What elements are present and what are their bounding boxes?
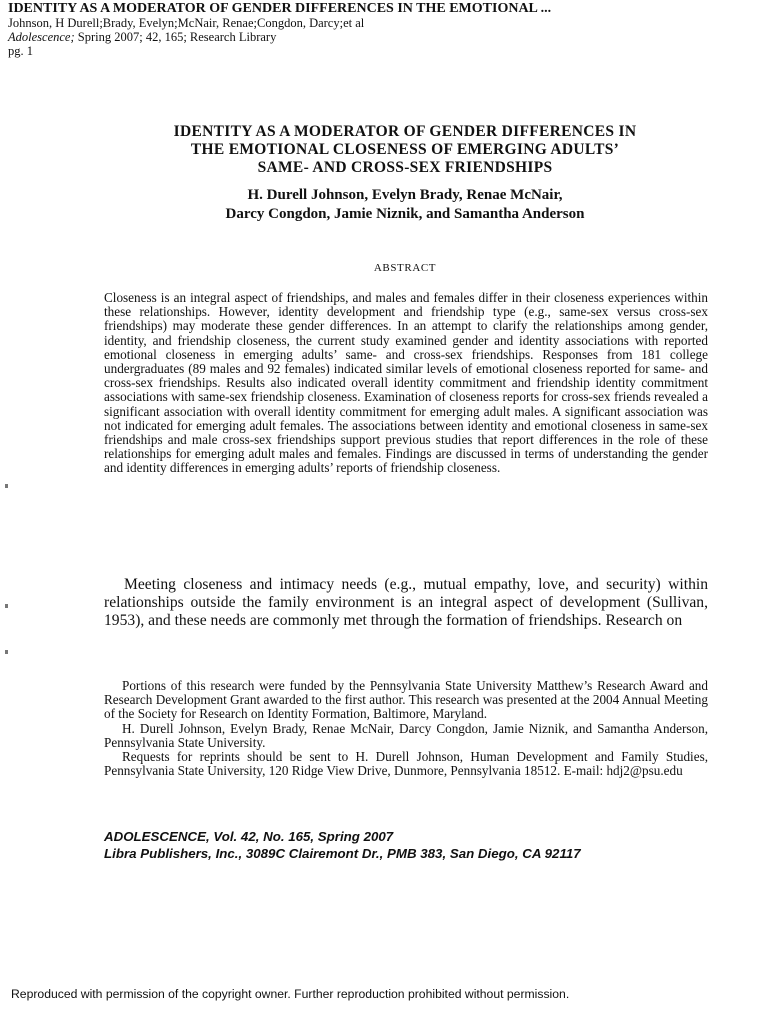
header-authors: Johnson, H Durell;Brady, Evelyn;McNair, Renae;Congdon, Darcy;et al xyxy=(8,16,365,30)
journal-info xyxy=(104,828,724,862)
margin-mark xyxy=(5,604,8,608)
article-title-line: THE EMOTIONAL CLOSENESS OF EMERGING ADULTS’ xyxy=(190,141,620,158)
article-title xyxy=(60,123,750,177)
author-line: Darcy Congdon, Jamie Niznik, and Samantha Anderson xyxy=(225,206,585,222)
header-journal xyxy=(8,30,760,44)
header-journal-details: Spring 2007; 42, 165; Research Library xyxy=(74,30,277,44)
footnote-reprints: Requests for reprints should be sent to H. Durell Johnson, Human Development and Family Studies, Pennsylvania State University, 120 Ridge View Drive, Dunmore, Pennsylvania 18512. E-mail: hdj2@psu.edu xyxy=(104,749,708,779)
article-title-line: IDENTITY AS A MODERATOR OF GENDER DIFFERENCES IN xyxy=(173,123,637,140)
header-page: pg. 1 xyxy=(8,44,33,58)
header-title: IDENTITY AS A MODERATOR OF GENDER DIFFERENCES IN THE EMOTIONAL ... xyxy=(8,1,552,16)
margin-mark xyxy=(5,650,8,654)
author-line: H. Durell Johnson, Evelyn Brady, Renae McNair, xyxy=(247,187,563,203)
margin-mark xyxy=(5,484,8,488)
article-title-line: SAME- AND CROSS-SEX FRIENDSHIPS xyxy=(257,159,553,176)
article-authors xyxy=(60,186,750,224)
abstract-heading: ABSTRACT xyxy=(373,262,437,274)
permission-notice: Reproduced with permission of the copyright owner. Further reproduction prohibited without permission. xyxy=(11,987,570,1001)
header-journal-name: Adolescence; xyxy=(8,30,75,44)
publisher-address: Libra Publishers, Inc., 3089C Clairemont Dr., PMB 383, San Diego, CA 92117 xyxy=(104,846,581,861)
document-header xyxy=(8,1,760,58)
footnote-funding: Portions of this research were funded by the Pennsylvania State University Matthew’s Research Award and Research Development Grant awarded to the first author. This research was presented at the 2004 Annual Meeting of the Society for Research on Identity Formation, Baltimore, Maryland. xyxy=(104,678,708,722)
journal-citation: ADOLESCENCE, Vol. 42, No. 165, Spring 2007 xyxy=(104,829,394,844)
footnote-block xyxy=(104,679,708,778)
abstract-text: Closeness is an integral aspect of friendships, and males and females differ in their closeness experiences within these relationships. However, identity development and friendship type (e.g., same-sex versus cross-sex friendships) may moderate these gender differences. In an attempt to clarify the relationships among gender, identity, and friendship closeness, the current study examined gender and identity associations with reported emotional closeness in emerging adults’ same- and cross-sex friendships. Responses from 181 college undergraduates (89 males and 92 females) indicated similar levels of emotional closeness reported for same- and cross-sex friendships. Results also indicated overall identity commitment and friendship identity commitment associations with same-sex friendship closeness. Examination of closeness reports for cross-sex friends revealed a significant association with overall identity commitment for emerging adult males. A significant association was not indicated for emerging adult females. The associations between identity and emotional closeness in same-sex friendships and male cross-sex friendships support previous studies that report differences in the role of these relationships for emerging adult males and females. Findings are discussed in terms of understanding the gender and identity differences in emerging adults’ reports of friendship closeness. xyxy=(104,290,708,476)
footnote-affiliation: H. Durell Johnson, Evelyn Brady, Renae McNair, Darcy Congdon, Jamie Niznik, and Samantha Anderson, Pennsylvania State University. xyxy=(104,720,708,750)
intro-paragraph: Meeting closeness and intimacy needs (e.g., mutual empathy, love, and security) within relationships outside the family environment is an integral aspect of development (Sullivan, 1953), and these needs are commonly met through the formation of friendships. Research on xyxy=(104,576,708,629)
